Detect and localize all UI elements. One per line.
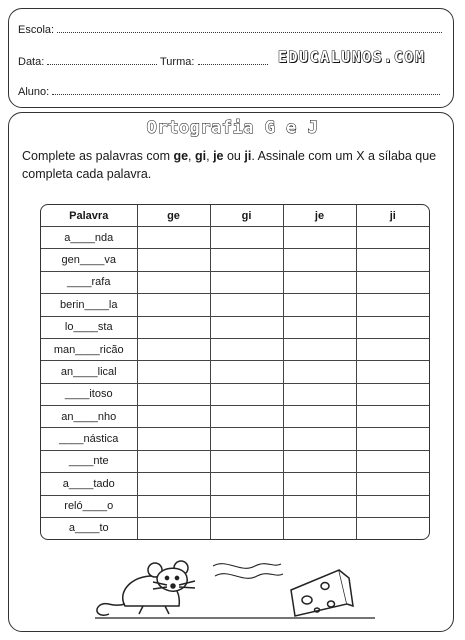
answer-cell-je[interactable] <box>283 473 356 495</box>
word-cell: ____nte <box>41 450 137 472</box>
brand-logo: EDUCALUNOS.COM <box>278 48 426 66</box>
answer-cell-gi[interactable] <box>210 338 283 360</box>
word-cell: a____tado <box>41 473 137 495</box>
word-cell: reló____o <box>41 495 137 517</box>
table-row <box>41 406 429 428</box>
word-cell: a____to <box>41 517 137 539</box>
answer-cell-ji[interactable] <box>356 338 429 360</box>
aluno-row <box>18 84 440 98</box>
answer-cell-gi[interactable] <box>210 294 283 316</box>
answer-cell-gi[interactable] <box>210 227 283 249</box>
instr-sep-1: , <box>188 149 195 163</box>
table-row <box>41 316 429 338</box>
answer-cell-ji[interactable] <box>356 473 429 495</box>
page-title: Ortografia G e J <box>146 118 319 138</box>
data-label: Data: <box>18 56 45 68</box>
answer-cell-ji[interactable] <box>356 450 429 472</box>
instr-sep-2: , <box>206 149 214 163</box>
instr-ji: ji <box>244 149 252 163</box>
answer-cell-je[interactable] <box>283 361 356 383</box>
answer-cell-ge[interactable] <box>137 294 210 316</box>
answer-cell-ge[interactable] <box>137 249 210 271</box>
instr-je: je <box>213 149 224 163</box>
table-row <box>41 517 429 539</box>
instr-ge: ge <box>173 149 189 163</box>
mouse-cheese-illustration <box>95 548 375 632</box>
word-cell: ____itoso <box>41 383 137 405</box>
table-row <box>41 473 429 495</box>
data-field[interactable] <box>47 54 157 65</box>
table-row <box>41 338 429 360</box>
word-cell: gen____va <box>41 249 137 271</box>
col-header-palavra: Palavra <box>41 205 137 227</box>
table-row <box>41 495 429 517</box>
answer-cell-je[interactable] <box>283 495 356 517</box>
table-row <box>41 249 429 271</box>
answer-cell-ge[interactable] <box>137 406 210 428</box>
table-header-row <box>41 205 429 227</box>
col-header-je: je <box>283 205 356 227</box>
turma-row <box>160 54 268 68</box>
escola-field[interactable] <box>57 22 442 33</box>
answer-cell-ge[interactable] <box>137 316 210 338</box>
answer-cell-ji[interactable] <box>356 294 429 316</box>
answer-cell-ji[interactable] <box>356 383 429 405</box>
table-row <box>41 428 429 450</box>
answer-cell-ji[interactable] <box>356 316 429 338</box>
answer-cell-ji[interactable] <box>356 227 429 249</box>
table-row <box>41 294 429 316</box>
answer-cell-gi[interactable] <box>210 495 283 517</box>
answer-cell-gi[interactable] <box>210 473 283 495</box>
answer-cell-ji[interactable] <box>356 271 429 293</box>
escola-label: Escola: <box>18 24 55 36</box>
answer-cell-ji[interactable] <box>356 361 429 383</box>
instr-gi: gi <box>195 149 207 163</box>
table-row <box>41 227 429 249</box>
answer-cell-je[interactable] <box>283 338 356 360</box>
answer-cell-ji[interactable] <box>356 428 429 450</box>
answer-cell-ge[interactable] <box>137 517 210 539</box>
answer-cell-je[interactable] <box>283 227 356 249</box>
mouse-icon <box>97 561 195 615</box>
instr-text-1: Complete as palavras com <box>22 149 174 163</box>
col-header-ji: ji <box>356 205 429 227</box>
instr-text-2: . Assinale com um X a sílaba que completa cada palavra. <box>22 149 437 181</box>
answer-cell-gi[interactable] <box>210 361 283 383</box>
instructions <box>22 147 450 183</box>
answer-cell-ji[interactable] <box>356 517 429 539</box>
answer-cell-je[interactable] <box>283 383 356 405</box>
word-cell: lo____sta <box>41 316 137 338</box>
turma-label: Turma: <box>160 56 195 68</box>
word-cell: an____lical <box>41 361 137 383</box>
syllable-table <box>40 204 430 540</box>
answer-cell-gi[interactable] <box>210 383 283 405</box>
word-cell: ____nástica <box>41 428 137 450</box>
answer-cell-je[interactable] <box>283 428 356 450</box>
col-header-ge: ge <box>137 205 210 227</box>
table-row <box>41 271 429 293</box>
answer-cell-gi[interactable] <box>210 428 283 450</box>
answer-cell-gi[interactable] <box>210 517 283 539</box>
answer-cell-je[interactable] <box>283 294 356 316</box>
answer-cell-gi[interactable] <box>210 316 283 338</box>
answer-cell-gi[interactable] <box>210 271 283 293</box>
answer-cell-ge[interactable] <box>137 271 210 293</box>
table-row <box>41 383 429 405</box>
aluno-field[interactable] <box>52 84 440 95</box>
table-row <box>41 450 429 472</box>
word-cell: a____nda <box>41 227 137 249</box>
answer-cell-je[interactable] <box>283 271 356 293</box>
answer-cell-ge[interactable] <box>137 495 210 517</box>
word-cell: ____rafa <box>41 271 137 293</box>
turma-field[interactable] <box>198 54 268 65</box>
cheese-icon <box>291 570 353 616</box>
answer-cell-ji[interactable] <box>356 249 429 271</box>
answer-cell-ge[interactable] <box>137 473 210 495</box>
answer-cell-ge[interactable] <box>137 383 210 405</box>
answer-cell-ge[interactable] <box>137 361 210 383</box>
data-row <box>18 54 157 68</box>
answer-cell-je[interactable] <box>283 406 356 428</box>
answer-cell-ge[interactable] <box>137 428 210 450</box>
escola-row <box>18 22 442 36</box>
answer-cell-je[interactable] <box>283 249 356 271</box>
instr-sep-3: ou <box>223 149 245 163</box>
answer-cell-ji[interactable] <box>356 406 429 428</box>
answer-cell-gi[interactable] <box>210 450 283 472</box>
answer-cell-ge[interactable] <box>137 338 210 360</box>
aluno-label: Aluno: <box>18 86 50 98</box>
word-cell: man____ricão <box>41 338 137 360</box>
table-row <box>41 361 429 383</box>
answer-cell-gi[interactable] <box>210 406 283 428</box>
answer-cell-je[interactable] <box>283 517 356 539</box>
word-cell: an____nho <box>41 406 137 428</box>
answer-cell-ge[interactable] <box>137 450 210 472</box>
answer-cell-gi[interactable] <box>210 249 283 271</box>
answer-cell-ji[interactable] <box>356 495 429 517</box>
scent-lines-icon <box>213 564 283 579</box>
answer-cell-je[interactable] <box>283 450 356 472</box>
answer-cell-je[interactable] <box>283 316 356 338</box>
answer-cell-ge[interactable] <box>137 227 210 249</box>
col-header-gi: gi <box>210 205 283 227</box>
word-cell: berin____la <box>41 294 137 316</box>
